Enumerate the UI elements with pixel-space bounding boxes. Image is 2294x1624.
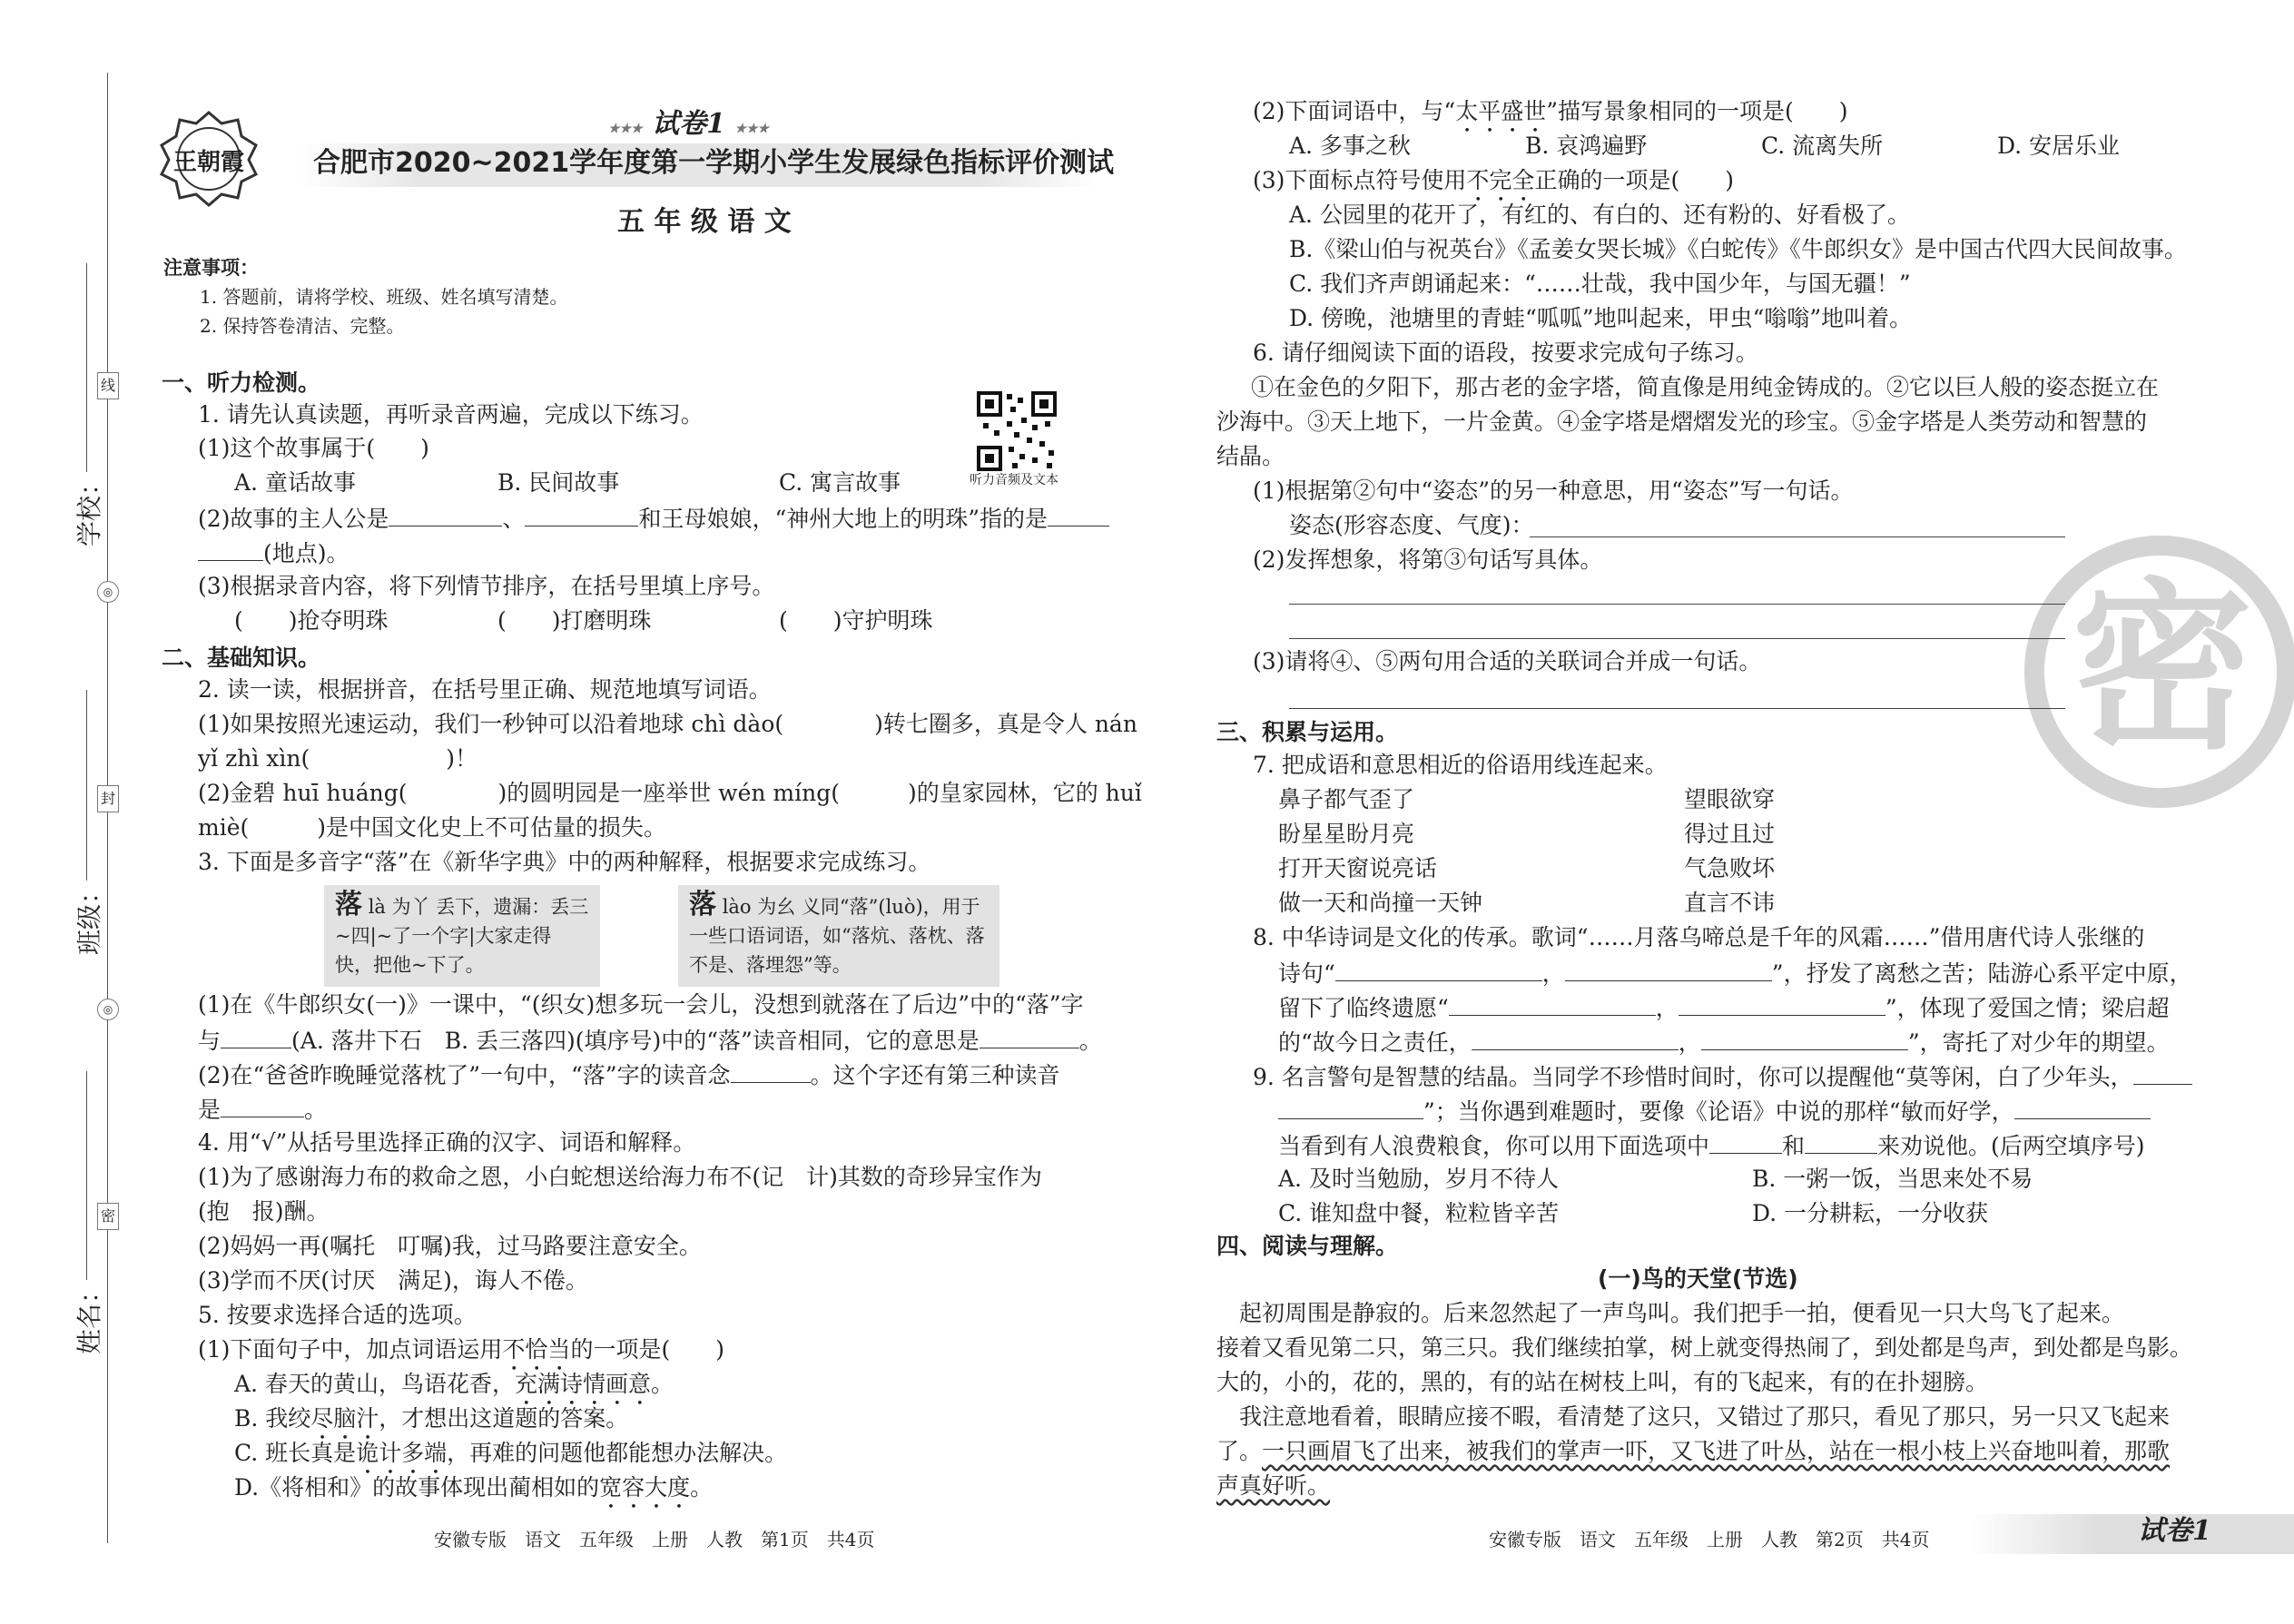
q5-3-option-a: A. 公园里的花开了，有红的、有白的、还有粉的、好看极了。	[1289, 202, 1910, 228]
answer-blank[interactable]	[1679, 991, 1885, 1016]
answer-blank[interactable]	[1709, 1129, 1782, 1154]
passage-line: 了。一只画眉飞了出来，被我们的掌声一吓，又飞进了叶丛，站在一根小枝上兴奋地叫着，那歌	[1216, 1438, 2171, 1464]
q9-option-b: B. 一粥一饭，当思来处不易	[1752, 1166, 2033, 1192]
q7-right-item: 直言不讳	[1684, 890, 1776, 916]
q2-2-line-1: (2)金碧 huī huáng( )的圆明园是一座举世 wén míng( )的皇家园林，它的 huǐ	[198, 780, 1142, 806]
q8-line-4: 的“故今日之责任， ， ”，寄托了对少年的期望。	[1278, 1026, 2170, 1058]
q3-1-line-1: (1)在《牛郎织女(一)》一课中，“(织女)想多玩一会儿，没想到就落在了后边”中的“落”字	[198, 991, 1084, 1018]
q2-1-line-2: yǐ zhì xìn( )！	[198, 745, 478, 772]
q5-2-option-a: A. 多事之秋	[1289, 133, 1411, 159]
answer-blank[interactable]	[389, 502, 502, 527]
passage-line: 我注意地看着，眼睛应接不暇，看清楚了这只，又错过了那只，看见了那只，另一只又飞起来	[1216, 1403, 2171, 1430]
q1-2-line-1: (2)故事的主人公是 、 和王母娘娘，“神州大地上的明珠”指的是	[198, 502, 1109, 535]
star-deco-icon: ★★★	[608, 122, 643, 136]
q5-1-option-d: D.《将相和》的故事体现出蔺相如的宽容大度。	[234, 1474, 714, 1501]
name-write-line	[86, 1071, 87, 1280]
q1-1-stem: (1)这个故事属于( )	[198, 435, 429, 461]
brand-logo	[154, 109, 263, 209]
section-2-heading: 二、基础知识。	[162, 645, 321, 671]
q6-2-stem: (2)发挥想象，将第③句话写具体。	[1253, 546, 1603, 573]
q7-right-item: 气急败坏	[1684, 855, 1776, 881]
notes-heading: 注意事项：	[163, 257, 259, 279]
binding-hole-1: ◎	[97, 581, 119, 603]
q3-2-line-2: 是 。	[198, 1093, 327, 1126]
q6-1-prompt: 姿态(形容态度、气度)：	[1289, 512, 1534, 538]
binding-hole-2: ◎	[97, 999, 119, 1020]
section-4-heading: 四、阅读与理解。	[1216, 1233, 1399, 1259]
passage-line: 大的，小的，花的，黑的，有的站在树枝上叫，有的飞起来，有的在扑翅膀。	[1216, 1369, 1989, 1395]
right-page	[1180, 0, 2294, 1624]
answer-blank[interactable]	[525, 502, 638, 527]
q1-2-line-2: (地点)。	[198, 536, 350, 569]
q1-1-option-a: A. 童话故事	[234, 469, 356, 496]
q5-3-stem: (3)下面标点符号使用不完全正确的一项是( )	[1253, 167, 1734, 193]
q2-stem: 2. 读一读，根据拼音，在括号里正确、规范地填写词语。	[198, 676, 772, 703]
corner-exam-tag: 试卷1	[2138, 1515, 2211, 1547]
page-footer-right: 安徽专版 语文 五年级 上册 人教 第2页 共4页	[1489, 1529, 1930, 1550]
q9-line-3: 当看到有人浪费粮食，你可以用下面选项中 和 来劝说他。(后两空填序号)	[1278, 1129, 2145, 1162]
answer-line[interactable]	[1289, 708, 2065, 709]
class-label: 班级：	[74, 878, 105, 956]
answer-blank[interactable]	[2133, 1060, 2192, 1085]
q5-1-stem: (1)下面句子中，加点词语运用不恰当的一项是( )	[198, 1336, 724, 1363]
q1-1-option-c: C. 寓言故事	[779, 469, 901, 496]
binding-tag-xian: 线	[97, 372, 119, 399]
q3-stem: 3. 下面是多音字“落”在《新华字典》中的两种解释，根据要求完成练习。	[198, 849, 931, 875]
q9-line-2: ”；当你遇到难题时，要像《论语》中说的那样“敏而好学，	[1278, 1095, 2151, 1127]
section-1-heading: 一、听力检测。	[162, 369, 321, 396]
q4-1-line-2: (抱 报)酬。	[198, 1198, 330, 1225]
q6-1-stem: (1)根据第②句中“姿态”的另一种意思，用“姿态”写一句话。	[1253, 477, 1854, 504]
q7-right-item: 望眼欲穿	[1684, 786, 1776, 812]
answer-blank[interactable]	[980, 1024, 1079, 1048]
logo-text: 王朝霞	[172, 149, 244, 176]
q5-2-option-c: C. 流离失所	[1761, 133, 1884, 159]
passage-line: 起初周围是静寂的。后来忽然起了一声鸟叫。我们把手一拍，便看见一只大鸟飞了起来。	[1216, 1300, 2125, 1326]
q7-left-item: 做一天和尚撞一天钟	[1278, 890, 1483, 916]
q6-stem: 6. 请仔细阅读下面的语段，按要求完成句子练习。	[1253, 340, 1758, 366]
q6-passage-2: 沙海中。③天上地下，一片金黄。④金字塔是熠熠发光的珍宝。⑤金字塔是人类劳动和智慧的	[1216, 408, 2148, 435]
q1-3-item: ( )抢夺明珠	[234, 607, 389, 634]
q9-option-d: D. 一分耕耘，一分收获	[1752, 1200, 1989, 1226]
qr-code[interactable]	[976, 390, 1058, 472]
q2-1-line-1: (1)如果按照光速运动，我们一秒钟可以沿着地球 chì dào( )转七圈多，真是令人 nán	[198, 711, 1137, 737]
answer-blank[interactable]	[1048, 502, 1109, 527]
answer-blank[interactable]	[731, 1058, 811, 1083]
star-deco-icon: ★★★	[734, 122, 770, 136]
answer-blank[interactable]	[1449, 991, 1656, 1016]
q1-1-option-b: B. 民间故事	[497, 469, 620, 496]
q5-3-option-c: C. 我们齐声朗诵起来：“……壮哉，我中国少年，与国无疆！”	[1289, 271, 1911, 297]
q6-passage-1: ①在金色的夕阳下，那古老的金字塔，简直像是用纯金铸成的。②它以巨人般的姿态挺立在	[1251, 374, 2160, 400]
qr-caption: 听力音频及文本	[970, 473, 1058, 487]
answer-line[interactable]	[1289, 638, 2065, 639]
binding-tag-mi: 密	[97, 1203, 119, 1230]
answer-blank[interactable]	[1335, 957, 1542, 981]
seal-watermark	[2024, 536, 2294, 808]
answer-blank[interactable]	[221, 1024, 291, 1048]
class-write-line	[86, 690, 87, 881]
answer-line[interactable]	[1289, 604, 2065, 605]
q3-1-line-2: 与 (A. 落井下石 B. 丢三落四)(填序号)中的“落”读音相同，它的意思是 。	[198, 1024, 1102, 1057]
q4-2: (2)妈妈一再(嘱托 叮嘱)我，过马路要注意安全。	[198, 1233, 702, 1259]
q9-option-c: C. 谁知盘中餐，粒粒皆辛苦	[1278, 1200, 1560, 1226]
qr-code-icon	[976, 390, 1058, 472]
q2-2-line-2: miè( )是中国文化史上不可估量的损失。	[198, 814, 667, 841]
q5-3-option-b: B.《梁山伯与祝英台》《孟姜女哭长城》《白蛇传》《牛郎织女》是中国古代四大民间故事。	[1289, 236, 2187, 262]
q4-3: (3)学而不厌(讨厌 满足)，诲人不倦。	[198, 1267, 588, 1294]
dictionary-entry-la: 落 là 为丫 丢下，遗漏：丢三~四|~了一个字|大家走得快，把他~下了。	[324, 885, 600, 987]
seal-char: 密	[2071, 563, 2253, 774]
q5-2-stem: (2)下面词语中，与“太平盛世”描写景象相同的一项是( )	[1253, 98, 1848, 124]
answer-blank[interactable]	[1278, 1095, 1423, 1119]
q8-line-2: 诗句“ ， ”，抒发了离愁之苦；陆游心系平定中原，	[1278, 957, 2192, 989]
q7-right-item: 得过且过	[1684, 821, 1776, 847]
subject-title: 五 年 级 语 文	[617, 206, 792, 238]
q7-left-item: 打开天窗说亮话	[1278, 855, 1438, 881]
passage-title: (一)鸟的天堂(节选)	[1598, 1265, 1798, 1292]
q1-3-item: ( )守护明珠	[779, 607, 933, 634]
q7-stem: 7. 把成语和意思相近的俗语用线连起来。	[1253, 752, 1668, 778]
page-footer-left: 安徽专版 语文 五年级 上册 人教 第1页 共4页	[434, 1529, 875, 1550]
q4-stem: 4. 用“√”从括号里选择正确的汉字、词语和解释。	[198, 1129, 696, 1156]
q5-1-option-b: B. 我绞尽脑汁，才想出这道题的答案。	[234, 1405, 629, 1432]
q8-line-3: 留下了临终遗愿“ ， ”，体现了爱国之情；梁启超	[1278, 991, 2170, 1024]
q4-1-line-1: (1)为了感谢海力布的救命之恩，小白蛇想送给海力布不(记 计)其数的奇珍异宝作为	[198, 1164, 1042, 1190]
q1-stem: 1. 请先认真读题，再听录音两遍，完成以下练习。	[198, 401, 704, 428]
answer-blank[interactable]	[1701, 1026, 1908, 1050]
q6-passage-3: 结晶。	[1216, 443, 1285, 469]
q7-left-item: 鼻子都气歪了	[1278, 786, 1415, 812]
answer-blank[interactable]	[1805, 1129, 1877, 1154]
q5-1-option-a: A. 春天的黄山，鸟语花香，充满诗情画意。	[234, 1371, 674, 1397]
answer-blank[interactable]	[1565, 957, 1772, 981]
binding-tag-feng: 封	[97, 785, 119, 812]
answer-blank[interactable]	[221, 1093, 304, 1117]
q1-3-stem: (3)根据录音内容，将下列情节排序，在括号里填上序号。	[198, 573, 775, 599]
passage-line: 声真好听。	[1216, 1472, 1331, 1499]
dict-char: 落	[335, 889, 362, 920]
answer-line[interactable]	[1530, 536, 2065, 537]
corner-tag-bar	[1970, 1514, 2294, 1554]
name-label: 姓名：	[74, 1277, 105, 1355]
q5-1-option-c: C. 班长真是诡计多端，再难的问题他都能想办法解决。	[234, 1440, 788, 1466]
answer-blank[interactable]	[1472, 1026, 1679, 1050]
school-write-line	[86, 263, 87, 472]
note-item: 1. 答题前，请将学校、班级、姓名填写清楚。	[200, 286, 568, 308]
q9-line-1: 9. 名言警句是智慧的结晶。当同学不珍惜时间时，你可以提醒他“莫等闲，白了少年头，	[1253, 1060, 2192, 1093]
q5-2-option-b: B. 哀鸿遍野	[1525, 133, 1648, 159]
q5-2-option-d: D. 安居乐业	[1997, 133, 2121, 159]
dictionary-entry-lao: 落 lào 为幺 义同“落”(luò)，用于一些口语词语，如“落炕、落枕、落不是、落埋怨”等。	[678, 885, 999, 987]
answer-blank[interactable]	[198, 536, 263, 561]
dict-char: 落	[689, 889, 716, 920]
q9-option-a: A. 及时当勉励，岁月不待人	[1278, 1166, 1559, 1192]
q3-2-line-1: (2)在“爸爸昨晚睡觉落枕了”一句中，“落”字的读音念 。这个字还有第三种读音	[198, 1058, 1060, 1091]
q8-line-1: 8. 中华诗词是文化的传承。歌词“……月落乌啼总是千年的风霜……”借用唐代诗人张继的	[1253, 924, 2145, 950]
q5-stem: 5. 按要求选择合适的选项。	[198, 1302, 477, 1328]
exam-title: 合肥市2020~2021学年度第一学期小学生发展绿色指标评价测试	[313, 147, 1115, 179]
school-label: 学校：	[74, 469, 105, 547]
q6-3-stem: (3)请将④、⑤两句用合适的关联词合并成一句话。	[1253, 648, 1762, 674]
section-3-heading: 三、积累与运用。	[1216, 719, 1399, 745]
q5-3-option-d: D. 傍晚，池塘里的青蛙“呱呱”地叫起来，甲虫“嗡嗡”地叫着。	[1289, 305, 1913, 331]
q1-3-item: ( )打磨明珠	[497, 607, 652, 634]
q7-left-item: 盼星星盼月亮	[1278, 821, 1415, 847]
exam-tag: ★★★ 试卷1 ★★★	[608, 108, 770, 140]
note-item: 2. 保持答卷清洁、完整。	[200, 315, 405, 337]
passage-line: 接着又看见第二只，第三只。我们继续拍掌，树上就变得热闹了，到处都是鸟声，到处都是鸟影。	[1216, 1334, 2193, 1361]
answer-blank[interactable]	[2014, 1095, 2151, 1119]
